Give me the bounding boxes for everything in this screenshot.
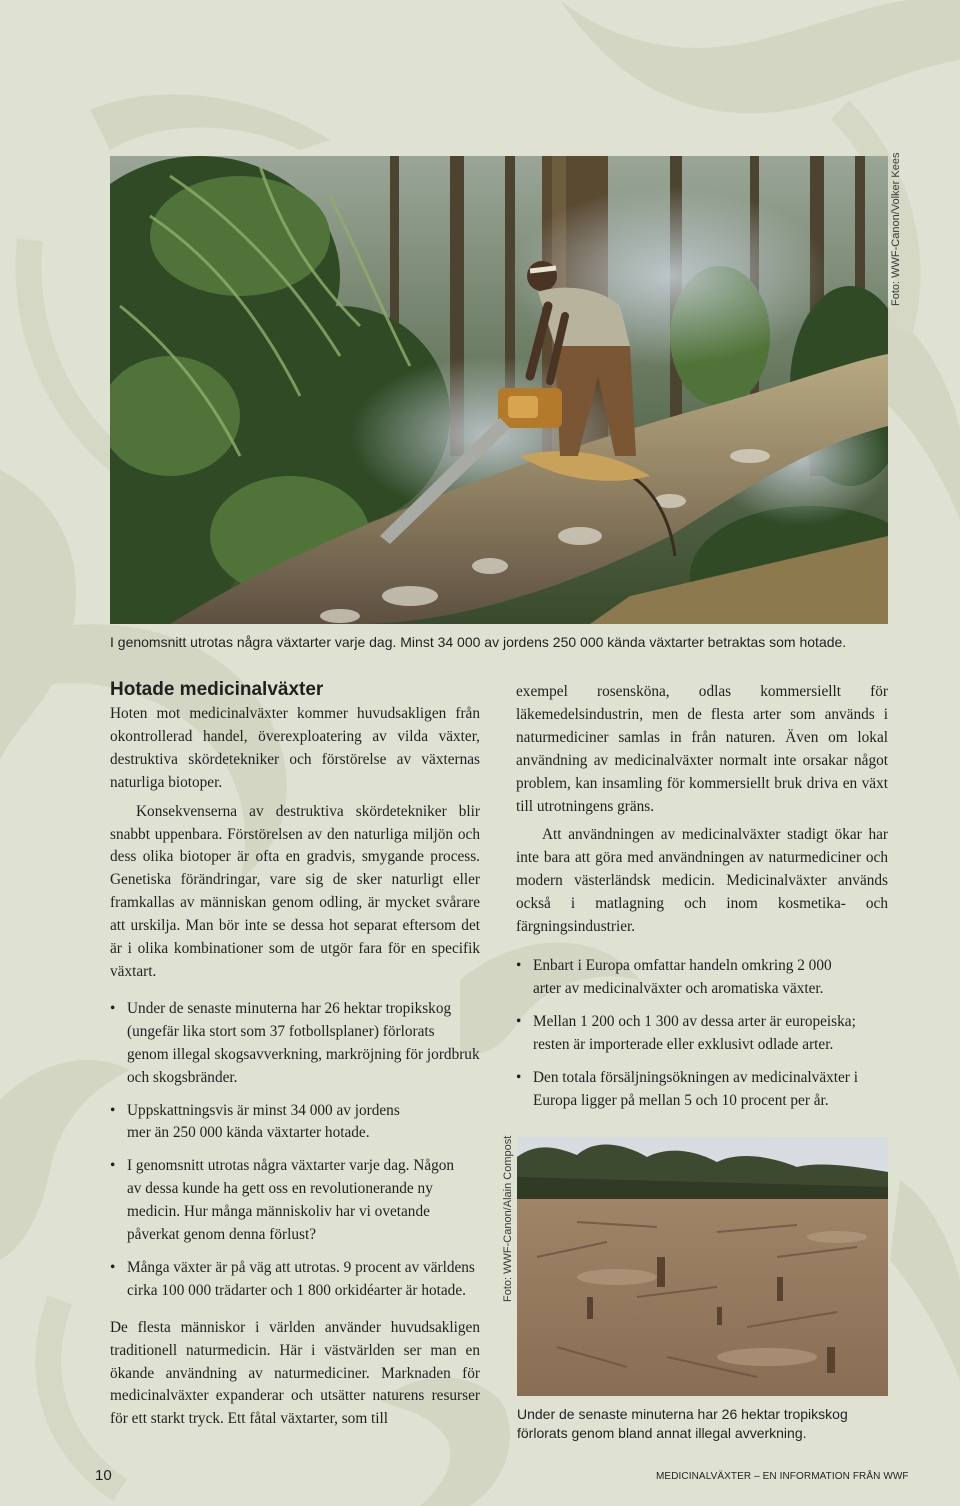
section-heading: Hotade medicinalväxter [110, 679, 324, 700]
bullet-glyph: • [110, 1258, 116, 1276]
bullet-glyph: • [110, 1157, 116, 1175]
caption-top: I genomsnitt utrotas några växtarter varje dag. Minst 34 000 av jordens 250 000 kända växtarter betraktas som hotade. [110, 634, 847, 650]
left-paragraph-1: Hoten mot medicinalväxter kommer huvudsakligen från okontrollerad handel, överexploatering av vilda växter, destruktiva skördetekniker och förstörelse av växternas naturliga biotoper. [110, 705, 480, 791]
bullet-text: Uppskattningsvis är minst 34 000 av jordens mer än 250 000 kända växtarter hotade. [127, 1101, 400, 1142]
bullet-text: Den totala försäljningsökningen av medicinalväxter i Europa ligger på mellan 5 och 10 procent per år. [533, 1068, 858, 1109]
list-item [110, 998, 480, 1090]
forest-logging-illustration [110, 156, 888, 624]
list-item [110, 1155, 480, 1247]
publication-title: MEDICINALVÄXTER – EN INFORMATION FRÅN WWF [656, 1471, 909, 1482]
photo-credit-bottom: Foto: WWF-Canon/Alain Compost [502, 1135, 514, 1302]
bullet-text: I genomsnitt utrotas några växtarter varje dag. Någon av dessa kunde ha gett oss en revolutionerande ny medicin. Hur många människoliv har vi ovetande påverkat genom denna förlust? [127, 1157, 455, 1244]
list-item [516, 955, 888, 1001]
left-bullet-list [110, 998, 480, 1303]
photo-credit-top: Foto: WWF-Canon/Volker Kees [890, 152, 902, 306]
bullet-text: Enbart i Europa omfattar handeln omkring 2 000 arter av medicinalväxter och aromatiska växter. [533, 956, 832, 997]
bullet-glyph: • [516, 1068, 522, 1086]
list-item [516, 1067, 888, 1113]
bullet-glyph: • [110, 999, 116, 1017]
caption-bottom-line-2: förlorats genom bland annat illegal avverkning. [517, 1425, 807, 1441]
bullet-glyph: • [516, 1012, 522, 1030]
list-item [110, 1100, 480, 1146]
left-paragraph-2: Konsekvenserna av destruktiva skördetekniker blir snabbt uppenbara. Förstörelsen av den naturliga miljön och dess olika biotoper är ofta en gradvis, smygande process. Genetiska förändringar, vare sig de sker naturligt eller framkallas av människan genom odling, är mycket svårare att urskilja. Man bör inte se dessa hot separat eftersom det är i olika kombinationer som de utgör fara för en specifik växtart. [110, 802, 480, 980]
clearcut-illustration [517, 1137, 888, 1396]
photo-clearcut-forest [517, 1137, 888, 1396]
list-item [110, 1257, 480, 1303]
bullet-text: Många växter är på väg att utrotas. 9 procent av världens cirka 100 000 trädarter och 1 800 orkidéarter är hotade. [127, 1258, 475, 1299]
photo-chainsaw-logging [110, 156, 888, 624]
right-column [516, 681, 888, 1122]
right-bullet-list [516, 955, 888, 1112]
caption-bottom-line-1: Under de senaste minuterna har 26 hektar tropikskog [517, 1406, 848, 1422]
page-number: 10 [95, 1467, 112, 1484]
left-closing-paragraph: De flesta människor i världen använder huvudsakligen traditionell naturmedicin. Här i västvärlden ser man en ökande användning av naturmediciner. Marknaden för medicinalväxter expanderar och utsätter naturens resurser för ett starkt tryck. Ett fåtal växtarter, som till [110, 1318, 480, 1428]
bullet-text: Mellan 1 200 och 1 300 av dessa arter är europeiska; resten är importerade eller exklusivt odlade arter. [533, 1012, 856, 1053]
bullet-glyph: • [110, 1101, 116, 1119]
bullet-text: Under de senaste minuterna har 26 hektar tropikskog (ungefär lika stort som 37 fotbollsplaner) förlorats genom illegal skogsavverkning, markröjning för jordbruk och skogsbränder. [127, 999, 480, 1086]
right-paragraph-2: Att användningen av medicinalväxter stadigt ökar har inte bara att göra med användningen av naturmediciner och modern västerländsk medicin. Medicinalväxter används också i matlagning och inom kosmetika- och färgningsindustrier. [516, 826, 888, 936]
list-item [516, 1011, 888, 1057]
left-column [110, 678, 480, 1431]
right-paragraph-1: exempel rosensköna, odlas kommersiellt för läkemedelsindustrin, men de flesta arter som används i naturmediciner samlas in från naturen. Även om lokal användning av medicinalväxter normalt inte orsakar något problem, kan insamling för kommersiellt bruk driva en växt till utrotningens gräns. [516, 683, 888, 815]
bullet-glyph: • [516, 956, 522, 974]
caption-bottom [517, 1405, 917, 1443]
